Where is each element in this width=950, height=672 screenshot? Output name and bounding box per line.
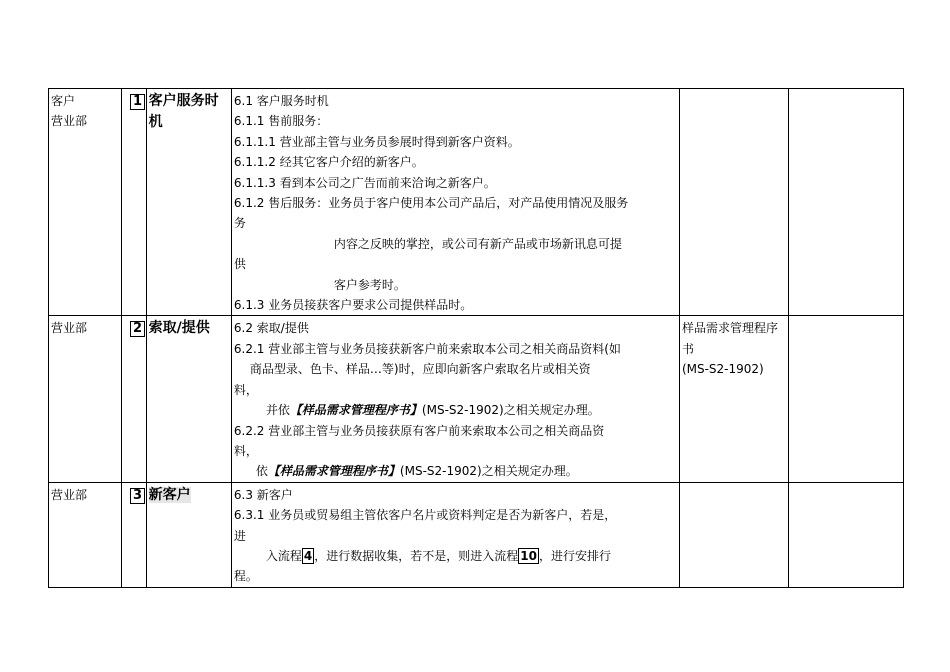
procedure-table <box>48 88 904 588</box>
description-cell <box>231 89 679 316</box>
description-line: 程。 <box>233 569 258 584</box>
step-name: 新客户 <box>148 486 191 503</box>
flow-step-ref: 10 <box>520 548 537 563</box>
reference-cell <box>679 316 788 482</box>
description-line <box>234 546 677 566</box>
dept-label: 营业部 <box>51 321 88 336</box>
description-cell <box>231 482 679 587</box>
document-reference-link: 【样品需求管理程序书】 <box>289 403 422 418</box>
flow-step-ref: 4 <box>303 548 313 563</box>
section-heading: 6.3 新客户 <box>233 487 293 502</box>
description-line: 6.2.1 营业部主管与业务员接获新客户前来索取本公司之相关商品资料(如 <box>233 341 621 356</box>
table-row <box>49 316 904 482</box>
description-line: 6.1.1 售前服务： <box>233 114 329 129</box>
text-fragment: ，进行数据收集，若不是，则进入流程 <box>314 548 519 563</box>
description-line: 6.1.1.3 看到本公司之广告而前来洽询之新客户。 <box>233 175 496 190</box>
remarks-cell <box>788 482 903 587</box>
remarks-cell <box>788 89 903 316</box>
document-reference-link: 【样品需求管理程序书】 <box>267 464 400 479</box>
text-fragment: (MS-S2-1902)之相关规定办理。 <box>399 464 578 479</box>
dept-cell <box>49 482 122 587</box>
description-line: 料， <box>233 443 258 458</box>
description-line: 客户参考时。 <box>333 277 406 292</box>
description-line: 6.1.2 售后服务：业务员于客户使用本公司产品后，对产品使用情况及服务 <box>233 196 629 211</box>
step-name: 客户服务时机 <box>148 93 219 130</box>
remarks-cell <box>788 316 903 482</box>
section-heading: 6.1 客户服务时机 <box>233 94 329 108</box>
text-fragment: 入流程 <box>265 548 302 563</box>
description-line <box>234 400 677 420</box>
description-cell <box>231 316 679 482</box>
section-heading: 6.2 索取/提供 <box>233 321 309 336</box>
dept-cell <box>49 316 122 482</box>
description-line: 6.1.1.2 经其它客户介绍的新客户。 <box>233 155 424 170</box>
description-line: 6.1.3 业务员接获客户要求公司提供样品时。 <box>233 298 473 313</box>
description-line: 商品型录、色卡、样品…等)时，应即向新客户索取名片或相关资 <box>249 362 591 377</box>
step-name-cell <box>146 316 231 482</box>
description-line: 进 <box>233 528 246 543</box>
step-name-cell <box>146 482 231 587</box>
reference-doc-code: (MS-S2-1902) <box>681 362 764 377</box>
text-fragment: 依 <box>255 464 268 479</box>
description-line: 务 <box>233 216 246 231</box>
dept-label: 营业部 <box>51 487 88 502</box>
step-name: 索取/提供 <box>148 320 210 337</box>
description-line: 6.3.1 业务员或贸易组主管依客户名片或资料判定是否为新客户，若是， <box>233 508 617 523</box>
step-number-cell <box>121 482 146 587</box>
text-fragment: (MS-S2-1902)之相关规定办理。 <box>421 403 600 418</box>
table-row <box>49 482 904 587</box>
text-fragment: ，进行安排行 <box>538 548 611 563</box>
step-number: 1 <box>130 94 145 110</box>
step-number: 3 <box>130 488 145 504</box>
reference-doc-name: 样品需求管理程序书 <box>681 321 778 356</box>
description-line: 料， <box>233 382 258 397</box>
table-row <box>49 89 904 316</box>
dept-cell <box>49 89 122 316</box>
dept-label: 营业部 <box>51 114 88 129</box>
step-number-cell <box>121 89 146 316</box>
text-fragment: 并依 <box>265 403 290 418</box>
description-line <box>234 461 677 481</box>
description-line: 6.1.1.1 营业部主管与业务员参展时得到新客户资料。 <box>233 134 520 149</box>
step-number: 2 <box>130 321 145 337</box>
description-line: 供 <box>233 257 246 272</box>
step-number-cell <box>121 316 146 482</box>
dept-label: 客户 <box>51 94 76 108</box>
reference-cell <box>679 89 788 316</box>
step-name-cell <box>146 89 231 316</box>
description-line: 内容之反映的掌控，或公司有新产品或市场新讯息可提 <box>333 236 622 251</box>
reference-cell <box>679 482 788 587</box>
description-line: 6.2.2 营业部主管与业务员接获原有客户前来索取本公司之相关商品资 <box>233 423 605 438</box>
